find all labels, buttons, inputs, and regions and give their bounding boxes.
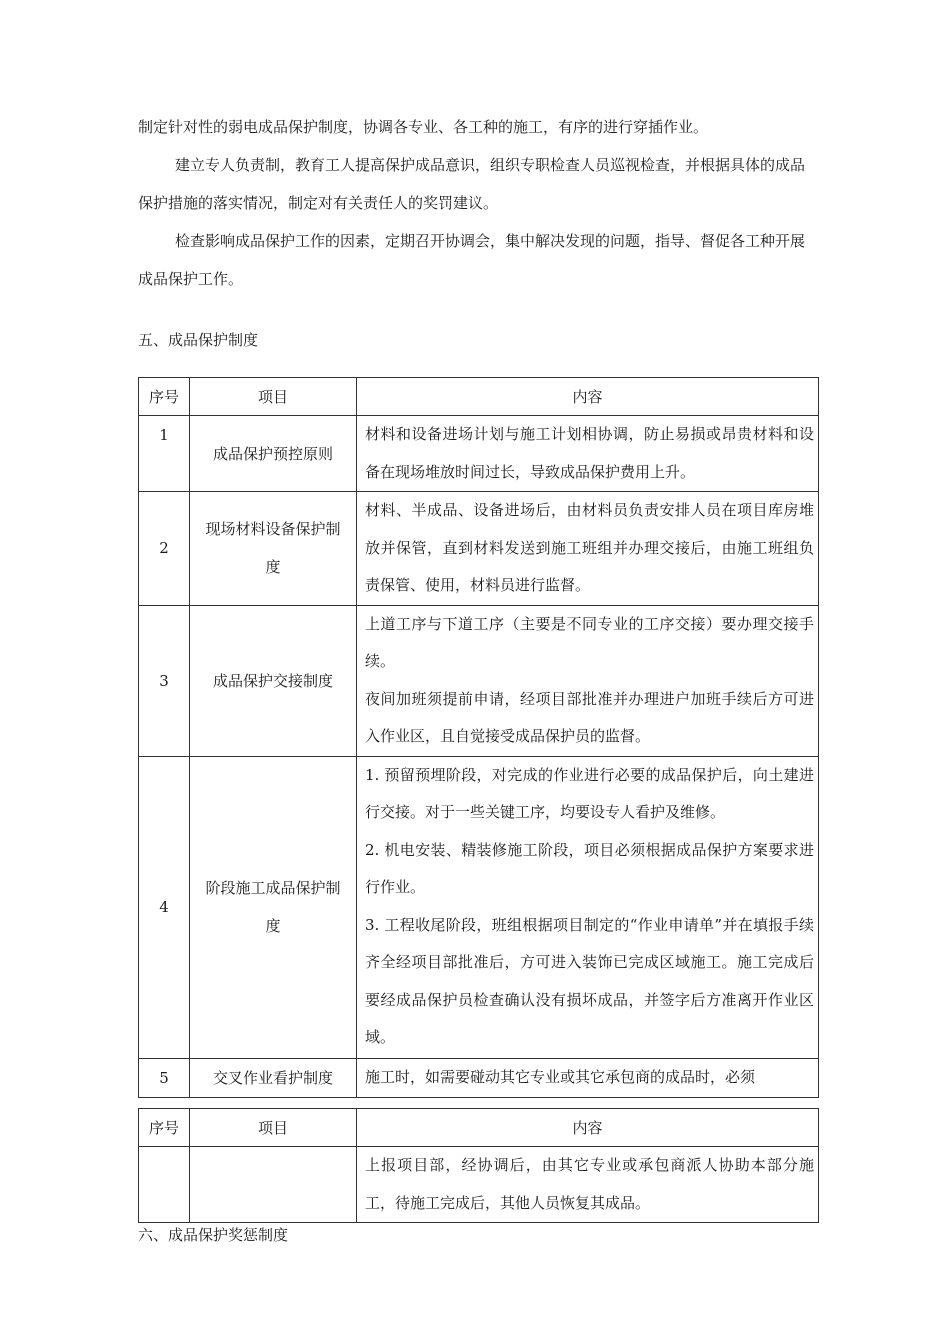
row-content: [357, 492, 819, 606]
row-num: 2: [139, 492, 190, 606]
row-content: [357, 605, 819, 756]
protection-table-1: [138, 377, 819, 1098]
table-header-row: [139, 1109, 819, 1147]
content-line: 上道工序与下道工序（主要是不同专业的工序交接）要办理交接手续。: [365, 614, 814, 670]
content-line: 材料、半成品、设备进场后，由材料员负责安排人员在项目库房堆放并保管，直到材料发送到施工班组并办理交接后，由施工班组负责保管、使用，材料员进行监督。: [365, 501, 814, 594]
table-row: [139, 1147, 819, 1223]
content-line: 1. 预留预埋阶段，对完成的作业进行必要的成品保护后，向土建进行交接。对于一些关键工序，均要设专人看护及维修。: [365, 765, 814, 821]
content-line: 施工时，如需要碰动其它专业或其它承包商的成品时，必须: [365, 1067, 756, 1086]
table-row: [139, 492, 819, 606]
table-row: [139, 1058, 819, 1097]
content-line: 夜间加班须提前申请，经项目部批准并办理进户加班手续后方可进入作业区，且自觉接受成品保护员的监督。: [365, 689, 814, 745]
header-num: 序号: [139, 1109, 190, 1147]
row-content: [357, 1058, 819, 1097]
paragraph-2: 建立专人负责制，教育工人提高保护成品意识，组织专职检查人员巡视检查，并根据具体的成品保护措施的落实情况，制定对有关责任人的奖罚建议。: [138, 156, 806, 212]
content-line: 2. 机电安装、精装修施工阶段，项目必须根据成品保护方案要求进行作业。: [365, 840, 814, 896]
header-item: 项目: [190, 1109, 357, 1147]
protection-table-2: [138, 1108, 819, 1223]
row-item: 现场材料设备保护制度: [190, 492, 357, 606]
row-content: [357, 1147, 819, 1223]
row-num: 3: [139, 605, 190, 756]
row-num: 5: [139, 1058, 190, 1097]
table-row: [139, 605, 819, 756]
row-num: 4: [139, 756, 190, 1058]
content-line: 材料和设备进场计划与施工计划相协调，防止易损或昂贵材料和设备在现场堆放时间过长，导致成品保护费用上升。: [365, 425, 814, 481]
row-item: 阶段施工成品保护制度: [190, 756, 357, 1058]
header-num: 序号: [139, 378, 190, 416]
header-content: 内容: [357, 1109, 819, 1147]
paragraph-1: 制定针对性的弱电成品保护制度，协调各专业、各工种的施工，有序的进行穿插作业。: [138, 118, 709, 136]
row-content: [357, 756, 819, 1058]
row-content: [357, 416, 819, 492]
row-item: 交叉作业看护制度: [190, 1058, 357, 1097]
row-num: 1: [139, 416, 190, 492]
row-item: 成品保护交接制度: [190, 605, 357, 756]
content-line: 上报项目部，经协调后，由其它专业或承包商派人协助本部分施工，待施工完成后，其他人员恢复其成品。: [365, 1156, 814, 1212]
header-content: 内容: [357, 378, 819, 416]
content-line: 3. 工程收尾阶段，班组根据项目制定的“作业申请单”并在填报手续齐全经项目部批准后，方可进入装饰已完成区域施工。施工完成后要经成品保护员检查确认没有损坏成品，并签字后方准离开作业区域。: [365, 915, 814, 1046]
table-row: [139, 416, 819, 492]
section-5-heading: 五、成品保护制度: [138, 331, 259, 349]
row-num: [139, 1147, 190, 1223]
paragraph-3: 检查影响成品保护工作的因素，定期召开协调会，集中解决发现的问题，指导、督促各工种开展成品保护工作。: [138, 232, 806, 288]
table-header-row: [139, 378, 819, 416]
section-6-heading: 六、成品保护奖惩制度: [138, 1226, 289, 1244]
row-item: 成品保护预控原则: [190, 416, 357, 492]
header-item: 项目: [190, 378, 357, 416]
table-row: [139, 756, 819, 1058]
row-item: [190, 1147, 357, 1223]
